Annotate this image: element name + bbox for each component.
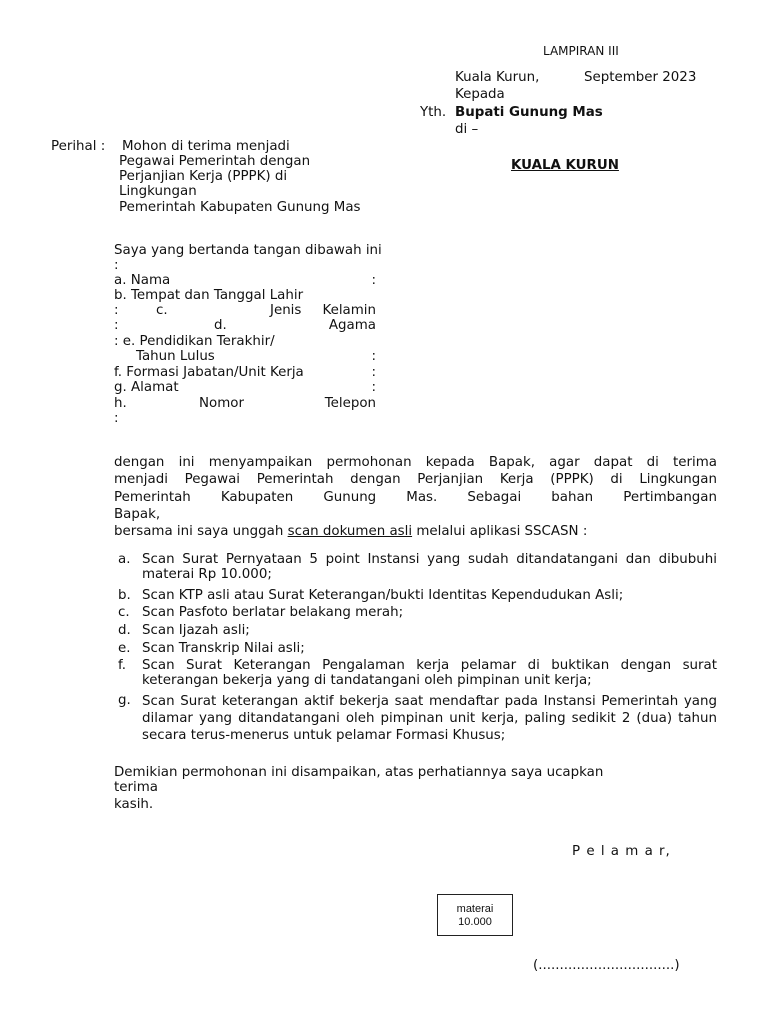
list-label: c. [118, 605, 130, 620]
lampiran-label: LAMPIRAN III [543, 44, 619, 58]
list-item [118, 588, 717, 603]
materai-box [437, 894, 513, 936]
closing-line: Demikian permohonan ini disampaikan, atas perhatiannya saya ucapkan [114, 765, 604, 780]
signature-name-blank: (................................) [533, 958, 680, 973]
pelamar-label: P e l a m a r, [572, 844, 671, 859]
field-label: : e. Pendidikan Terakhir/ [114, 334, 275, 349]
list-label: e. [118, 641, 131, 656]
list-item [118, 641, 717, 656]
place-label: Kuala Kurun, [455, 70, 540, 85]
upload-text: melalui aplikasi SSCASN : [412, 524, 588, 539]
body-line: Pemerintah Kabupaten Gunung Mas. Sebagai bahan Pertimbangan [114, 490, 717, 505]
perihal-line: Perjanjian Kerja (PPPK) di [119, 169, 288, 184]
materai-value: 10.000 [458, 916, 492, 928]
field-label: c. [156, 303, 168, 318]
field-label: Jenis [270, 303, 302, 318]
list-label: a. [118, 552, 131, 567]
kepada-label: Kepada [455, 87, 505, 102]
materai-text: materai [456, 903, 494, 915]
field-colon: : [114, 318, 119, 333]
intro-colon: : [114, 258, 119, 273]
field-label: d. [214, 318, 227, 333]
list-label: g. [118, 693, 131, 708]
field-nama [114, 273, 376, 288]
field-label: Nomor [199, 396, 244, 411]
list-text: Scan KTP asli atau Surat Keterangan/bukti Identitas Kependudukan Asli; [142, 588, 624, 603]
field-label: Kelamin [322, 303, 376, 318]
intro-text: Saya yang bertanda tangan dibawah ini [114, 243, 382, 258]
list-text: Scan Surat Keterangan Pengalaman kerja pelamar di buktikan dengan surat keterangan bekerja yang di tandatangani oleh pimpinan unit kerja; [142, 658, 717, 689]
field-label: b. Tempat dan Tanggal Lahir [114, 288, 304, 303]
list-label: f. [118, 658, 126, 673]
yth-label: Yth. [420, 105, 447, 120]
perihal-label: Perihal : [51, 139, 106, 154]
list-item [118, 658, 717, 689]
upload-emphasis: scan dokumen asli [287, 524, 413, 539]
field-formasi [114, 365, 376, 380]
field-label: Tahun Lulus [136, 349, 215, 364]
list-text: Scan Pasfoto berlatar belakang merah; [142, 605, 404, 620]
perihal-line: Lingkungan [119, 184, 197, 199]
list-text: Scan Surat Pernyataan 5 point Instansi yang sudah ditandatangani dan dibubuhi materai Rp 10.000; [142, 552, 717, 583]
field-colon: : [371, 365, 376, 380]
perihal-line: Pemerintah Kabupaten Gunung Mas [119, 200, 361, 215]
field-label: Agama [328, 318, 376, 333]
field-colon: : [371, 380, 376, 395]
closing-line: kasih. [114, 797, 154, 812]
list-text: Scan Ijazah asli; [142, 623, 250, 638]
field-colon: : [371, 273, 376, 288]
field-pendidikan [114, 334, 376, 349]
body-line: dengan ini menyampaikan permohonan kepada Bapak, agar dapat di terima [114, 455, 717, 470]
field-label: Telepon [324, 396, 376, 411]
body-line: Bapak, [114, 507, 161, 522]
field-label: f. Formasi Jabatan/Unit Kerja [114, 365, 304, 380]
field-alamat [114, 380, 376, 395]
date-label: September 2023 [584, 70, 697, 85]
city-title: KUALA KURUN [511, 158, 619, 173]
field-tempat-lahir [114, 288, 376, 303]
field-colon: : [114, 303, 119, 318]
field-label: g. Alamat [114, 380, 179, 395]
list-label: d. [118, 623, 131, 638]
recipient-name: Bupati Gunung Mas [455, 105, 603, 120]
list-item [118, 605, 717, 620]
list-item [118, 623, 717, 638]
perihal-line: Pegawai Pemerintah dengan [119, 154, 311, 169]
list-text: Scan Transkrip Nilai asli; [142, 641, 305, 656]
field-label: a. Nama [114, 273, 171, 288]
perihal-line: Mohon di terima menjadi [122, 139, 290, 154]
list-text: Scan Surat keterangan aktif bekerja saat mendaftar pada Instansi Pemerintah yang dilamar yang ditandatangani oleh pimpinan unit kerja, paling sedikit 2 (dua) tahun secara terus-menerus untuk pelamar Formasi Khusus; [142, 694, 717, 743]
body-line-upload [114, 524, 587, 539]
list-label: b. [118, 588, 131, 603]
closing-line: terima [114, 780, 158, 795]
upload-text: bersama ini saya unggah [114, 524, 288, 539]
di-label: di – [455, 122, 479, 137]
list-item [118, 552, 717, 583]
field-colon: : [371, 349, 376, 364]
list-item [118, 693, 717, 744]
body-line: menjadi Pegawai Pemerintah dengan Perjanjian Kerja (PPPK) di Lingkungan [114, 472, 717, 487]
field-telepon-colon: : [114, 411, 119, 426]
field-label: h. [114, 396, 127, 411]
